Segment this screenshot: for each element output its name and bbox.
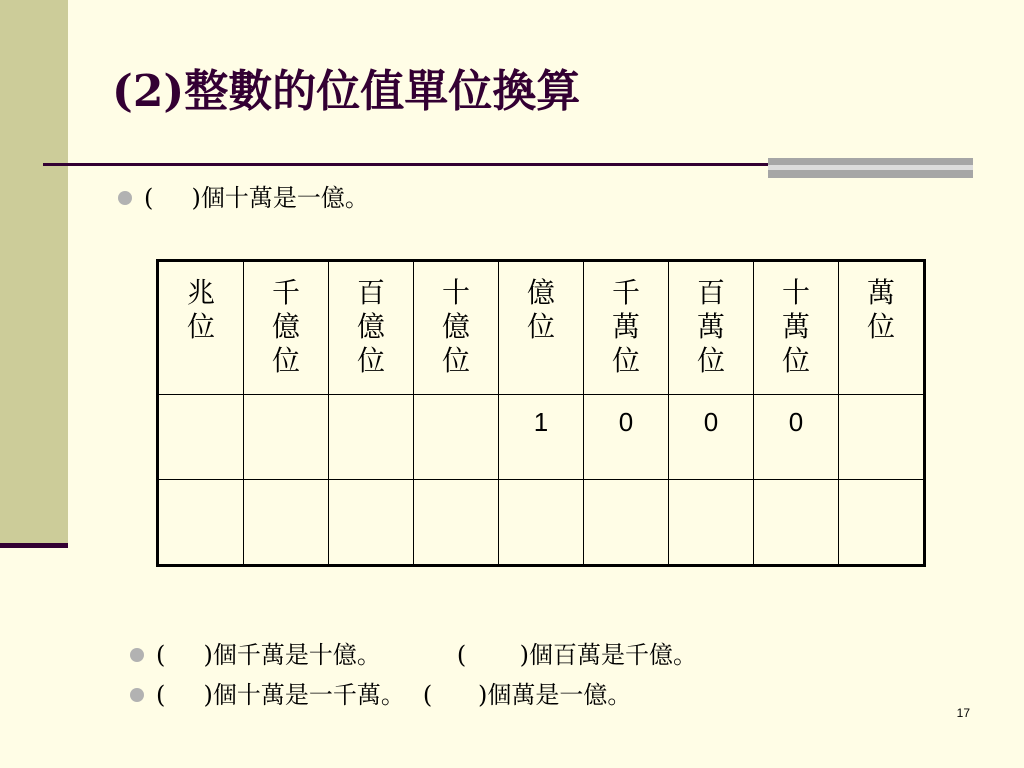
bullet-text: 個十萬是一千萬。 [212,681,405,709]
header-cell [754,261,839,395]
digit: 0 [618,407,634,437]
header-cell [499,261,584,395]
digit: 0 [703,407,719,437]
table-cell [329,395,414,480]
digit: 1 [533,407,549,437]
header-label: 十億位 [441,276,470,377]
bullet-item [130,680,631,710]
header-label: 兆位 [186,276,215,343]
table-cell [244,480,329,566]
left-band-underline [0,543,68,548]
answer-blank: ( ) [144,184,201,212]
table-cell [669,395,754,480]
title-divider-accent-inner [768,165,973,170]
table-cell [584,480,669,566]
table-cell [754,480,839,566]
bullet-dot-icon [130,688,144,702]
table-row [158,480,925,566]
table-cell [158,395,244,480]
table-cell [754,395,839,480]
table-cell [329,480,414,566]
bullet-dot-icon [118,191,132,205]
table-cell [584,395,669,480]
left-decorative-band [0,0,68,548]
bullet-item [118,183,369,213]
bullet-text: 個千萬是十億。 [212,641,381,669]
answer-blank: ( ) [422,681,488,709]
header-label: 千億位 [271,276,300,377]
header-label: 千萬位 [611,276,640,377]
table-row [158,395,925,480]
table-cell [499,395,584,480]
bullet-dot-icon [130,648,144,662]
header-cell [669,261,754,395]
place-value-table [156,259,926,567]
table-cell [499,480,584,566]
bullet-item [130,640,697,670]
header-cell [329,261,414,395]
header-label: 百萬位 [696,276,725,377]
header-cell [414,261,499,395]
answer-blank: ( ) [156,641,213,669]
table-cell [839,395,925,480]
header-label: 萬位 [866,276,895,343]
bullet-text: 個十萬是一億。 [200,184,369,212]
slide-title: (2)整數的位值單位換算 [112,66,581,117]
header-cell [158,261,244,395]
table-cell [158,480,244,566]
header-cell [244,261,329,395]
header-label: 十萬位 [781,276,810,377]
header-label: 百億位 [356,276,385,377]
header-cell [584,261,669,395]
answer-blank: ( ) [456,641,530,669]
bullet-text: 個萬是一億。 [487,681,632,709]
table-cell [244,395,329,480]
table-header-row [158,261,925,395]
header-label: 億位 [526,276,555,343]
answer-blank: ( ) [156,681,213,709]
table-cell [414,395,499,480]
digit: 0 [788,407,804,437]
table-cell [839,480,925,566]
bullet-text: 個百萬是千億。 [529,641,698,669]
page-number: 17 [956,706,970,720]
table-cell [414,480,499,566]
table-cell [669,480,754,566]
header-cell [839,261,925,395]
